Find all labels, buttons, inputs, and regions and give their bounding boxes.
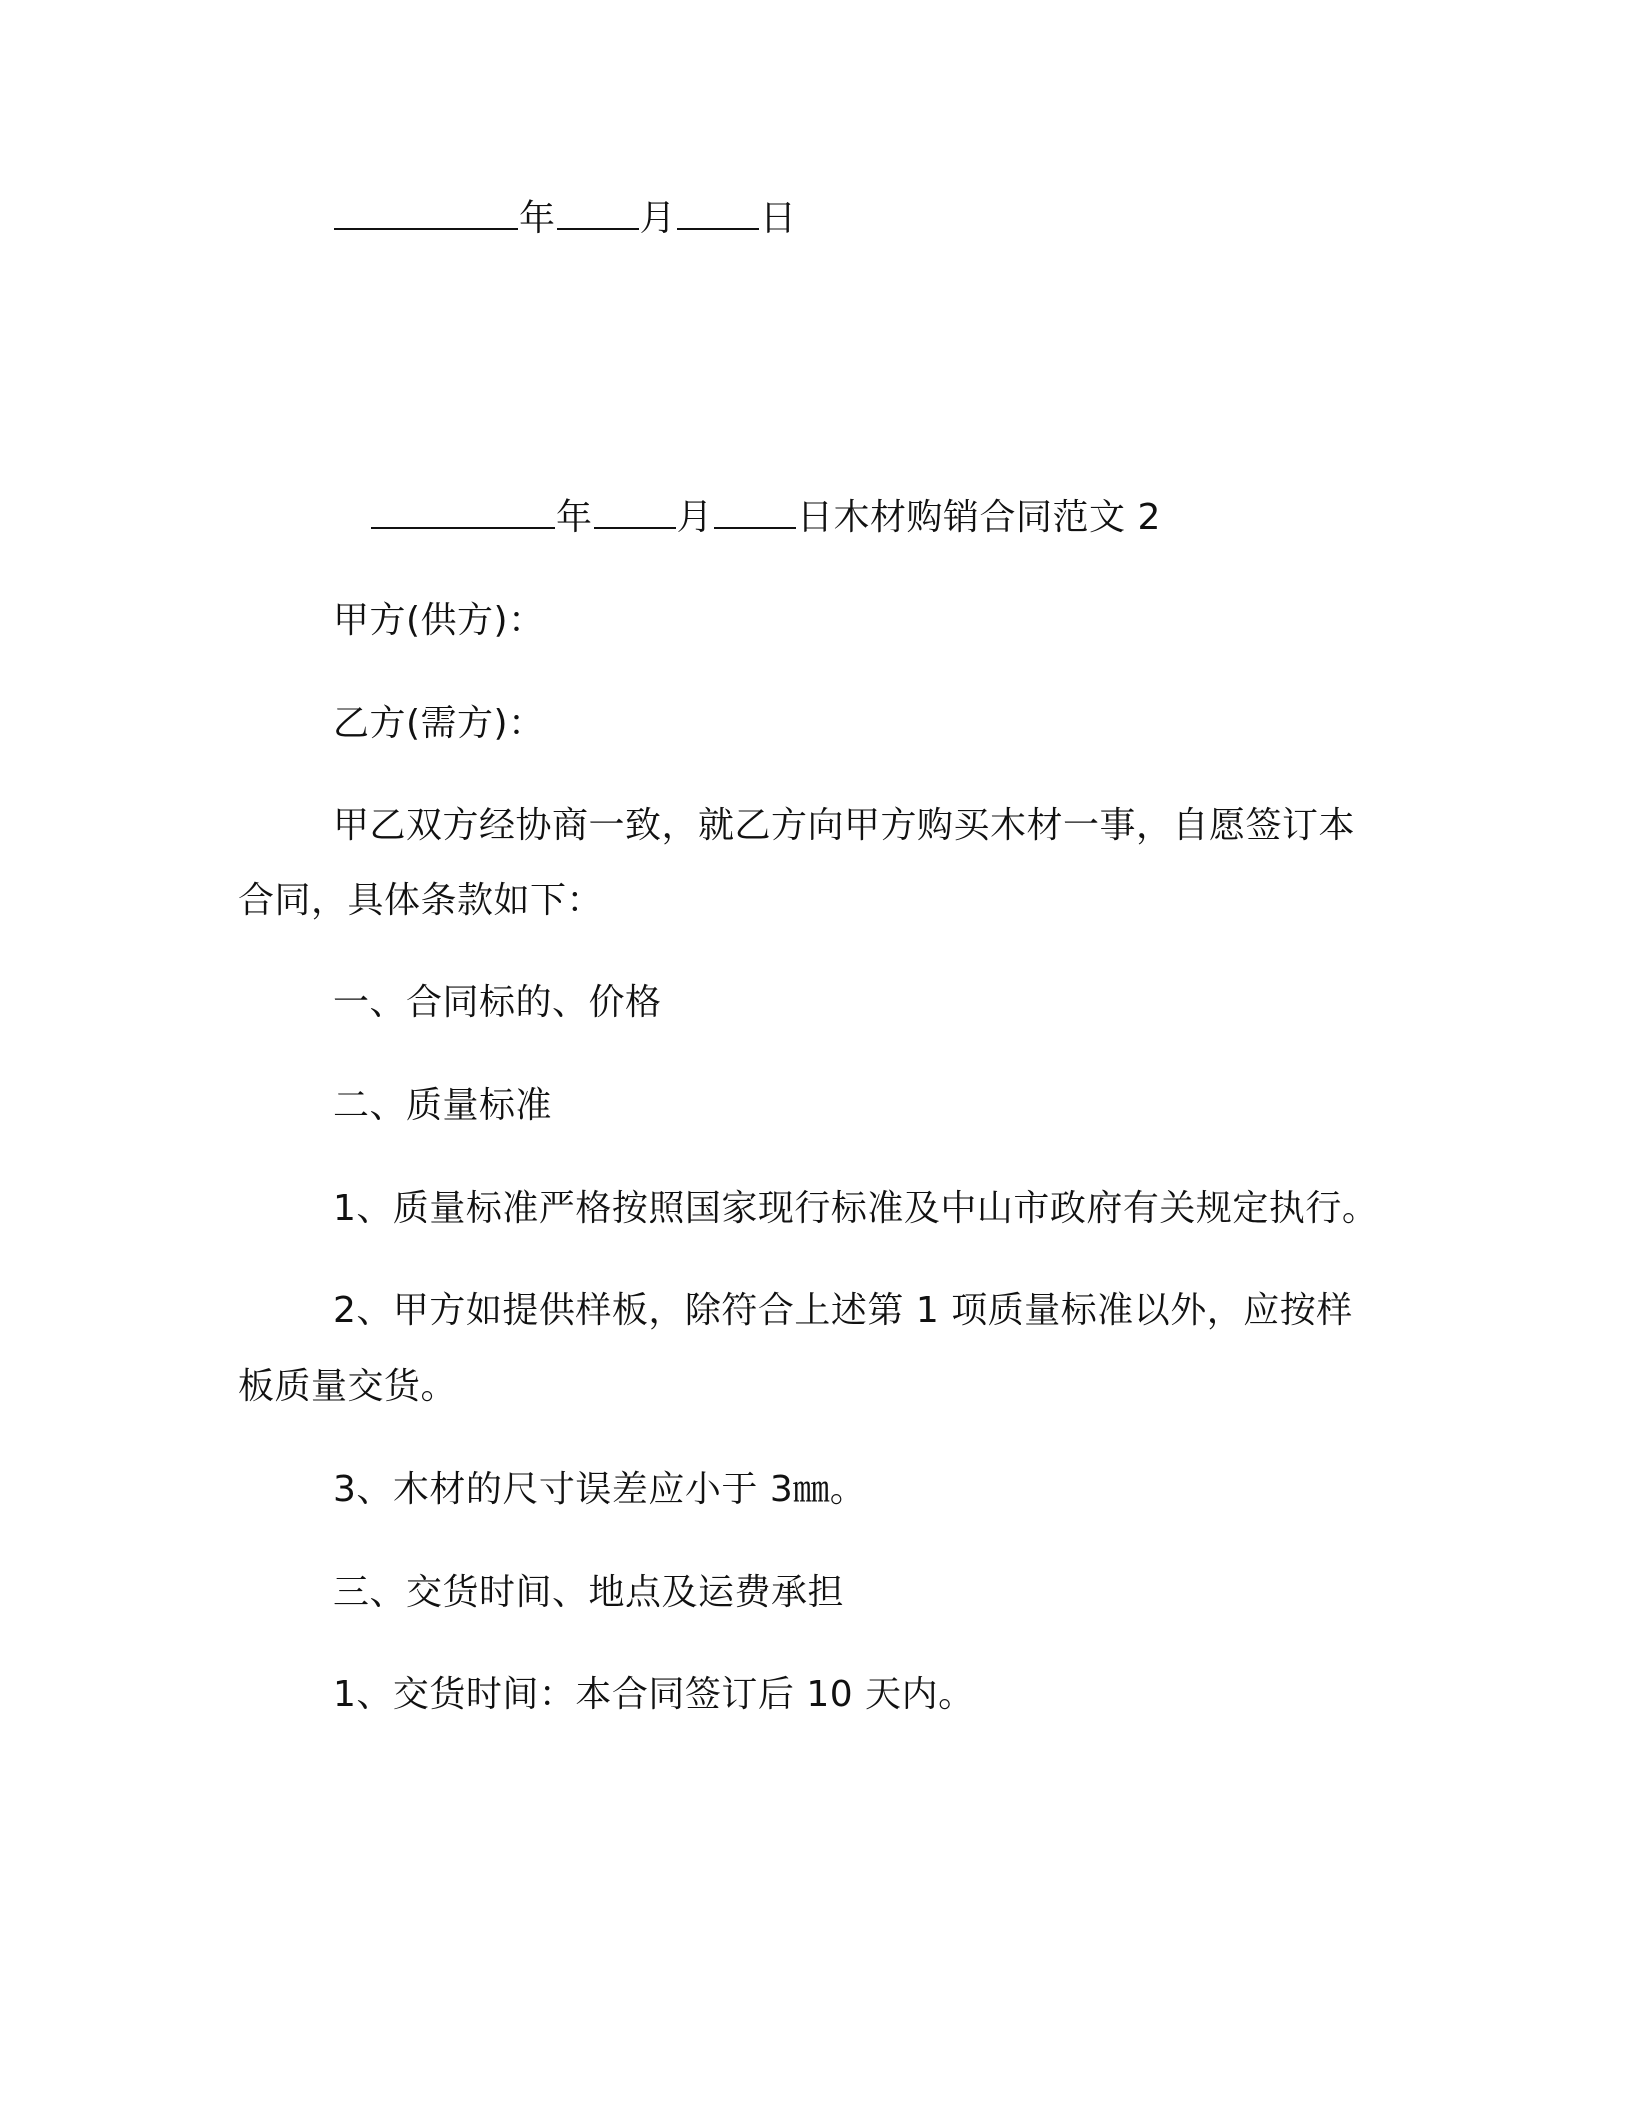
year-label: 年 [519, 198, 556, 239]
day-blank [677, 194, 759, 230]
month-blank [557, 194, 639, 230]
title-day-blank [714, 493, 796, 529]
clause-2-2-line-2: 板质量交货。 [238, 1366, 458, 1407]
title-year-label: 年 [556, 497, 593, 538]
title-month-label: 月 [676, 497, 714, 538]
clause-2-3: 3、木材的尺寸误差应小于 3㎜。 [333, 1469, 867, 1510]
party-a-line: 甲方(供方)： [333, 600, 545, 641]
document-title [370, 493, 1161, 542]
title-month-blank [594, 493, 676, 529]
party-b-line: 乙方(需方)： [333, 703, 545, 744]
title-text: 日木材购销合同范文 2 [797, 497, 1161, 538]
month-label: 月 [639, 198, 677, 239]
year-blank [334, 194, 518, 230]
clause-3-1: 1、交货时间：本合同签订后 10 天内。 [333, 1674, 975, 1715]
day-label: 日 [760, 198, 797, 239]
section-2-heading: 二、质量标准 [333, 1085, 553, 1126]
title-year-blank [371, 493, 555, 529]
intro-line-1: 甲乙双方经协商一致，就乙方向甲方购买木材一事，自愿签订本 [333, 805, 1356, 846]
signature-date-line [333, 194, 797, 243]
clause-2-2-line-1: 2、甲方如提供样板，除符合上述第 1 项质量标准以外，应按样 [333, 1290, 1353, 1331]
clause-2-1: 1、质量标准严格按照国家现行标准及中山市政府有关规定执行。 [333, 1188, 1379, 1229]
section-1-heading: 一、合同标的、价格 [333, 982, 662, 1023]
section-3-heading: 三、交货时间、地点及运费承担 [333, 1572, 845, 1613]
intro-line-2: 合同，具体条款如下： [238, 880, 604, 921]
